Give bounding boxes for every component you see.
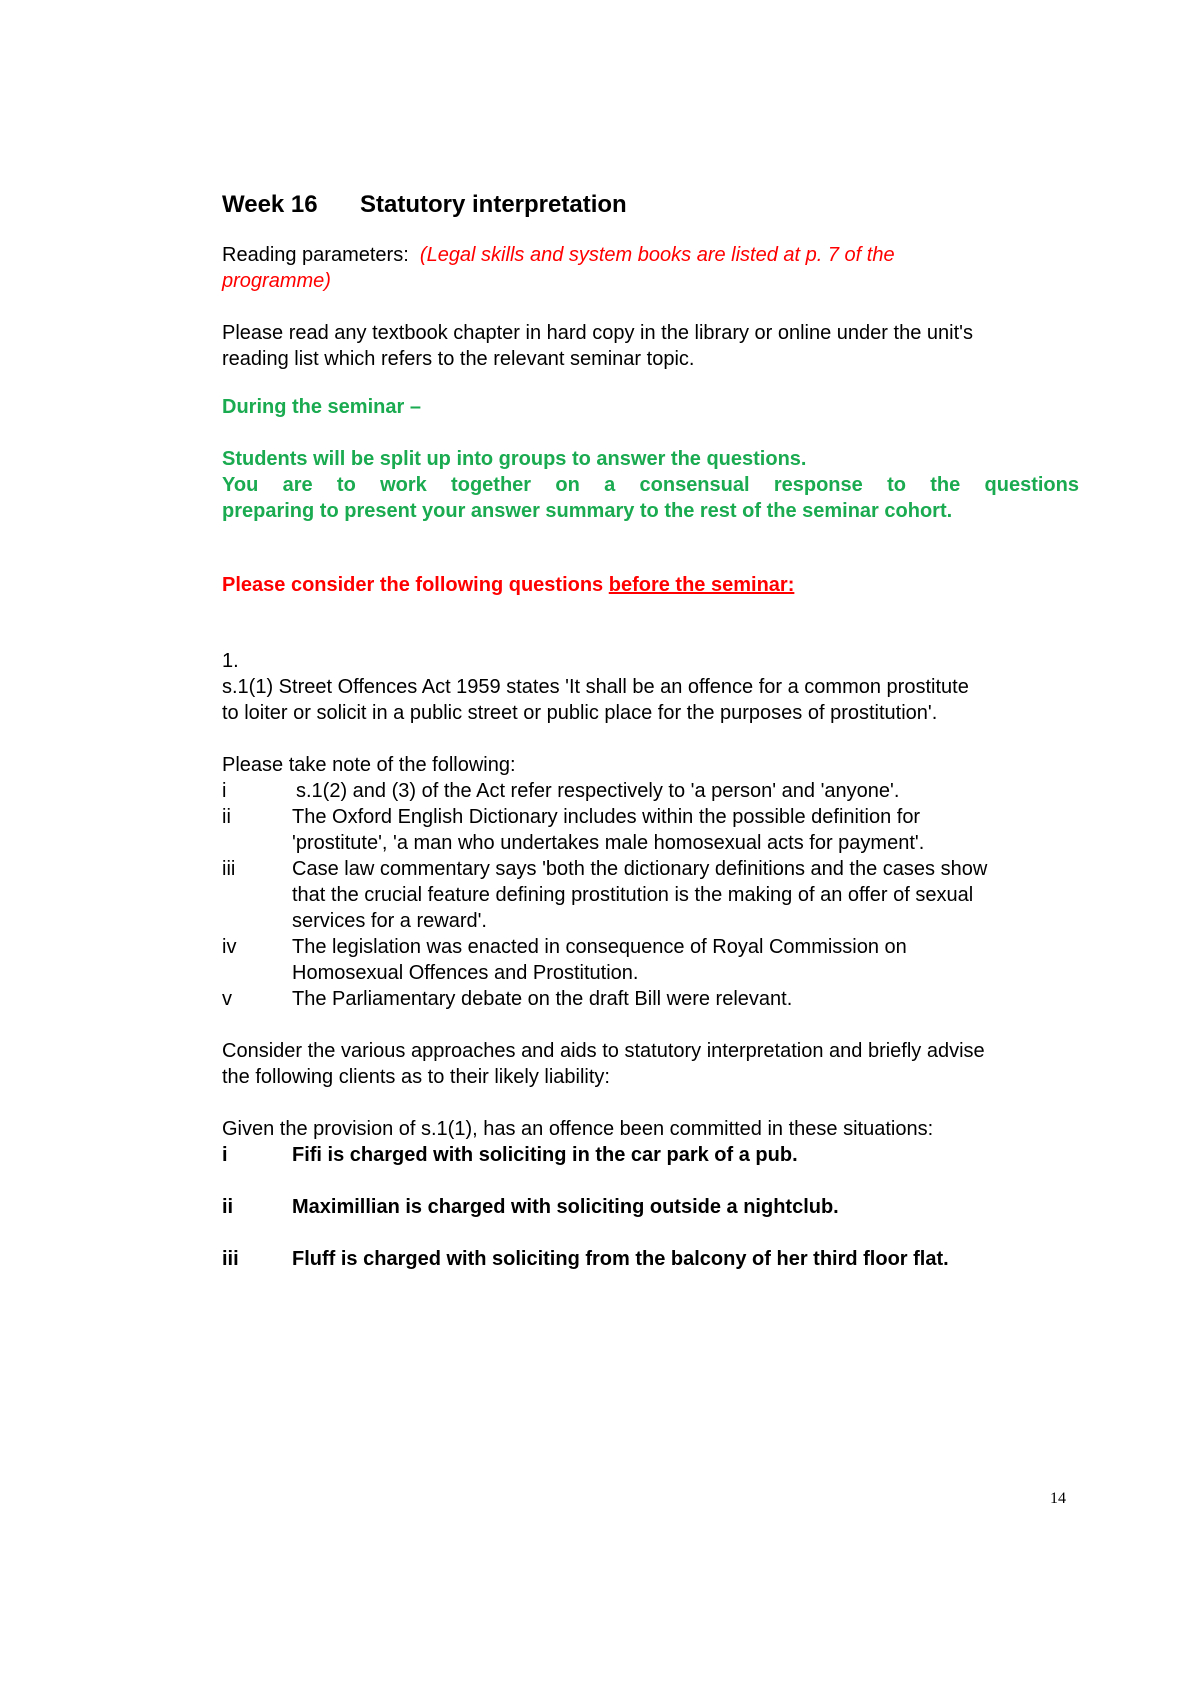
situation-item: [222, 1194, 1079, 1220]
seminar-heading: During the seminar –: [222, 396, 421, 418]
list-item-text: The Parliamentary debate on the draft Bill were relevant.: [292, 988, 793, 1010]
notes-intro: Please take note of the following:: [222, 754, 516, 776]
seminar-line-2b: preparing to present your answer summary to the rest of the seminar cohort.: [222, 500, 953, 522]
consider-heading: [222, 572, 1079, 598]
situations-list: [222, 1142, 1079, 1272]
list-item-text: The legislation was enacted in consequence of Royal Commission on Homosexual Offences and Prostitution.: [292, 936, 907, 984]
list-item: [222, 934, 1012, 986]
situation-text: Fluff is charged with soliciting from the balcony of her third floor flat.: [292, 1248, 949, 1270]
question-number: 1.: [222, 650, 239, 672]
reading-parameters: [222, 242, 942, 294]
page-number: 14: [1050, 1490, 1066, 1507]
page-title: [222, 190, 1079, 220]
situation-text: Fifi is charged with soliciting in the car park of a pub.: [292, 1144, 798, 1166]
list-item-number: ii: [222, 806, 231, 828]
situation-item: [222, 1246, 1079, 1272]
topic-title: Statutory interpretation: [360, 191, 627, 218]
reading-note: (Legal skills and system books are listed at p. 7 of the programme): [222, 244, 895, 292]
list-item: [222, 778, 1012, 804]
question-statement: s.1(1) Street Offences Act 1959 states 'It shall be an offence for a common prostitute to loiter or solicit in a public street or public place for the purposes of prostitution'.: [222, 676, 969, 724]
list-item-text: Case law commentary says 'both the dictionary definitions and the cases show that the crucial feature defining prostitution is the making of an offer of sexual services for a reward'.: [292, 858, 988, 932]
list-item: [222, 856, 1012, 934]
situation-number: iii: [222, 1248, 239, 1270]
intro-paragraph: Please read any textbook chapter in hard copy in the library or online under the unit's reading list which refers to the relevant seminar topic.: [222, 322, 973, 370]
list-item: [222, 804, 1012, 856]
notes-list: [222, 778, 1012, 1012]
week-label: Week 16: [222, 191, 318, 218]
seminar-line-2a: You are to work together on a consensual response to the questions: [222, 474, 1079, 496]
consider-underlined: before the seminar:: [608, 574, 795, 596]
advise-paragraph: Consider the various approaches and aids to statutory interpretation and briefly advise the following clients as to their likely liability:: [222, 1040, 985, 1088]
reading-label: Reading parameters:: [222, 244, 409, 266]
document-page: [222, 190, 1079, 1272]
seminar-instructions: [222, 446, 1079, 524]
situation-number: i: [222, 1144, 228, 1166]
list-item-number: iii: [222, 858, 236, 880]
list-item: [222, 986, 1012, 1012]
list-item-number: i: [222, 780, 227, 802]
situation-item: [222, 1142, 1079, 1168]
situation-text: Maximillian is charged with soliciting outside a nightclub.: [292, 1196, 839, 1218]
situation-number: ii: [222, 1196, 234, 1218]
list-item-text: The Oxford English Dictionary includes within the possible definition for 'prostitute', 'a man who undertakes male homosexual acts for payment'.: [292, 806, 925, 854]
list-item-number: iv: [222, 936, 237, 958]
consider-lead: Please consider the following questions: [222, 574, 604, 596]
list-item-number: v: [222, 988, 232, 1010]
list-item-text: s.1(2) and (3) of the Act refer respectively to 'a person' and 'anyone'.: [296, 780, 900, 802]
seminar-line-1: Students will be split up into groups to answer the questions.: [222, 448, 807, 470]
given-paragraph: Given the provision of s.1(1), has an offence been committed in these situations:: [222, 1118, 934, 1140]
